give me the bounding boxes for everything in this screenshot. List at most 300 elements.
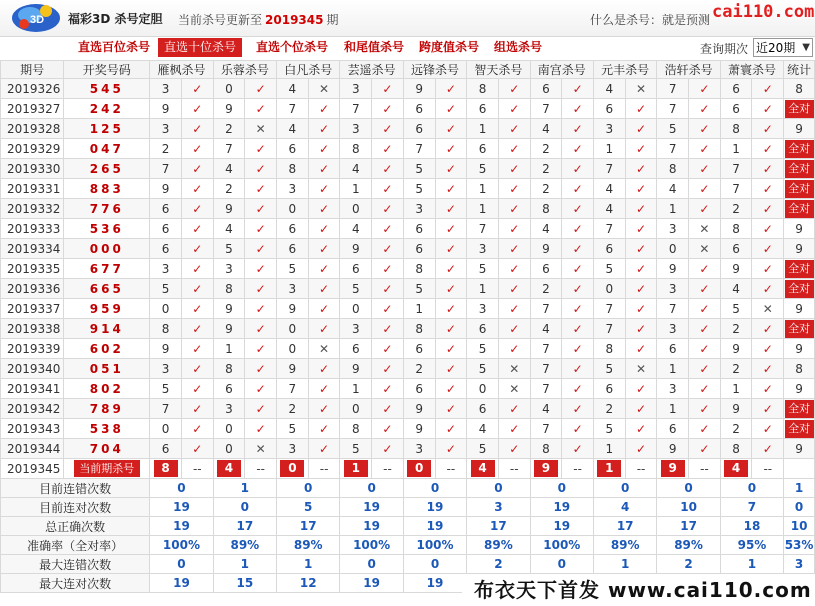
tab-5[interactable]: 跨度值杀号 xyxy=(419,40,480,54)
tab-2[interactable]: 直选十位杀号 xyxy=(158,38,242,57)
kill-number-cell: 1 xyxy=(593,439,625,459)
kill-number-cell: 6 xyxy=(403,99,435,119)
kill-number-cell: 6 xyxy=(530,79,562,99)
period-cell: 2019343 xyxy=(1,419,64,439)
check-icon: ✓ xyxy=(245,179,277,199)
current-kill-number: 1 xyxy=(597,460,621,477)
kill-number-cell: 9 xyxy=(150,179,182,199)
stat-cell xyxy=(784,419,815,439)
check-icon: ✓ xyxy=(752,159,784,179)
check-icon: ✓ xyxy=(308,179,340,199)
placeholder-cell: -- xyxy=(181,459,213,479)
tab-4[interactable]: 和尾值杀号 xyxy=(344,40,405,54)
check-icon: ✓ xyxy=(562,299,594,319)
site-logo-text[interactable]: cai110.com xyxy=(712,2,815,22)
kill-number-cell: 6 xyxy=(403,339,435,359)
draw-number-cell: 789 xyxy=(64,399,150,419)
check-icon: ✓ xyxy=(689,379,721,399)
check-icon: ✓ xyxy=(562,419,594,439)
draw-number-cell: 602 xyxy=(64,339,150,359)
kill-number-cell: 3 xyxy=(467,299,499,319)
what-is-kill-text: 什么是杀号：就是预测 xyxy=(590,13,711,27)
check-icon: ✓ xyxy=(181,299,213,319)
kill-number-cell: 6 xyxy=(150,219,182,239)
kill-number-cell: 6 xyxy=(340,259,372,279)
kill-number-cell: 3 xyxy=(657,279,689,299)
kill-number-cell: 9 xyxy=(403,419,435,439)
stats-value: 0 xyxy=(784,498,815,517)
placeholder-cell: -- xyxy=(562,459,594,479)
kill-number-cell: 2 xyxy=(530,139,562,159)
stats-label: 目前连错次数 xyxy=(1,479,150,498)
kill-number-cell: 7 xyxy=(657,79,689,99)
kill-number-cell: 3 xyxy=(657,219,689,239)
check-icon: ✓ xyxy=(372,199,404,219)
check-icon: ✓ xyxy=(498,139,530,159)
stat-cell xyxy=(784,259,815,279)
kill-number-cell: 6 xyxy=(150,439,182,459)
stats-value: 2 xyxy=(657,555,720,574)
col-expert: 智天杀号 xyxy=(467,61,530,79)
stats-value: 1 xyxy=(213,479,276,498)
check-icon: ✓ xyxy=(752,399,784,419)
table-row xyxy=(1,139,815,159)
check-icon: ✓ xyxy=(498,399,530,419)
stats-value: 100% xyxy=(403,536,466,555)
tab-3[interactable]: 直选个位杀号 xyxy=(256,40,329,54)
check-icon: ✓ xyxy=(181,399,213,419)
stats-label: 最大连错次数 xyxy=(1,555,150,574)
check-icon: ✓ xyxy=(562,79,594,99)
period-cell: 2019335 xyxy=(1,259,64,279)
check-icon: ✓ xyxy=(308,319,340,339)
draw-number-cell: 047 xyxy=(64,139,150,159)
check-icon: ✓ xyxy=(625,279,657,299)
stats-value: 17 xyxy=(213,517,276,536)
stat-cell xyxy=(784,319,815,339)
kill-number-cell: 8 xyxy=(657,159,689,179)
kill-number-cell: 7 xyxy=(720,179,752,199)
check-icon: ✓ xyxy=(372,399,404,419)
kill-number-cell: 1 xyxy=(657,399,689,419)
check-icon: ✓ xyxy=(435,159,467,179)
kill-number-cell: 5 xyxy=(467,359,499,379)
check-icon: ✓ xyxy=(372,99,404,119)
check-icon: ✓ xyxy=(181,279,213,299)
check-icon: ✓ xyxy=(372,279,404,299)
kill-number-cell: 7 xyxy=(277,99,309,119)
kill-number-cell: 6 xyxy=(467,139,499,159)
watermark: 布衣天下首发 www.cai110.com xyxy=(462,574,815,606)
table-row xyxy=(1,279,815,299)
kill-number-cell: 0 xyxy=(593,279,625,299)
check-icon: ✓ xyxy=(372,419,404,439)
check-icon: ✓ xyxy=(689,299,721,319)
kill-number-cell: 2 xyxy=(530,179,562,199)
check-icon: ✓ xyxy=(752,319,784,339)
kill-number-cell: 9 xyxy=(213,99,245,119)
stats-value: 19 xyxy=(403,517,466,536)
kill-number-cell: 3 xyxy=(150,359,182,379)
check-icon: ✓ xyxy=(435,319,467,339)
stats-value: 89% xyxy=(213,536,276,555)
check-icon: ✓ xyxy=(245,279,277,299)
kill-number-cell: 7 xyxy=(593,299,625,319)
check-icon: ✓ xyxy=(498,299,530,319)
check-icon: ✓ xyxy=(435,259,467,279)
current-kill-number: 0 xyxy=(280,460,304,477)
kill-number-cell: 5 xyxy=(467,439,499,459)
table-row xyxy=(1,439,815,459)
kill-number-cell: 6 xyxy=(467,399,499,419)
kill-number-cell: 3 xyxy=(277,179,309,199)
kill-number-cell: 3 xyxy=(657,379,689,399)
kill-number-cell: 6 xyxy=(720,239,752,259)
kill-number-cell: 9 xyxy=(213,299,245,319)
check-icon: ✓ xyxy=(245,339,277,359)
check-icon: ✓ xyxy=(181,359,213,379)
kill-number-cell: 6 xyxy=(403,119,435,139)
logo-3d-icon xyxy=(10,2,62,34)
stats-value: 2 xyxy=(467,555,530,574)
kill-number-cell: 8 xyxy=(720,219,752,239)
current-kill-number: 1 xyxy=(344,460,368,477)
check-icon: ✓ xyxy=(625,199,657,219)
all-right-badge: 全对 xyxy=(785,280,814,298)
stat-cell: 9 xyxy=(784,219,815,239)
check-icon: ✓ xyxy=(625,99,657,119)
kill-number-cell: 7 xyxy=(657,139,689,159)
check-icon: ✓ xyxy=(625,379,657,399)
kill-number-cell: 6 xyxy=(720,79,752,99)
check-icon: ✓ xyxy=(372,79,404,99)
kill-number-cell: 5 xyxy=(593,259,625,279)
kill-number-cell: 0 xyxy=(340,199,372,219)
check-icon: ✓ xyxy=(245,299,277,319)
check-icon: ✓ xyxy=(372,159,404,179)
cross-icon: ✕ xyxy=(498,359,530,379)
check-icon: ✓ xyxy=(181,219,213,239)
category-tabs xyxy=(0,36,815,60)
table-row xyxy=(1,79,815,99)
kill-number-cell: 3 xyxy=(403,199,435,219)
check-icon: ✓ xyxy=(245,159,277,179)
stats-row xyxy=(1,536,815,555)
check-icon: ✓ xyxy=(752,279,784,299)
kill-number-cell: 7 xyxy=(530,379,562,399)
check-icon: ✓ xyxy=(689,119,721,139)
kill-number-cell: 4 xyxy=(277,119,309,139)
check-icon: ✓ xyxy=(689,359,721,379)
current-kill-cell xyxy=(213,459,245,479)
draw-number-cell: 051 xyxy=(64,359,150,379)
stat-cell: 9 xyxy=(784,299,815,319)
stat-cell: 9 xyxy=(784,339,815,359)
kill-number-cell: 5 xyxy=(720,299,752,319)
check-icon: ✓ xyxy=(689,319,721,339)
kill-number-cell: 1 xyxy=(657,359,689,379)
kill-number-cell: 6 xyxy=(720,99,752,119)
stats-row xyxy=(1,517,815,536)
current-kill-number: 8 xyxy=(154,460,178,477)
check-icon: ✓ xyxy=(498,259,530,279)
current-kill-cell xyxy=(530,459,562,479)
all-right-badge: 全对 xyxy=(785,400,814,418)
stat-cell: 9 xyxy=(784,119,815,139)
check-icon: ✓ xyxy=(562,259,594,279)
check-icon: ✓ xyxy=(308,279,340,299)
check-icon: ✓ xyxy=(562,199,594,219)
stat-cell: 9 xyxy=(784,439,815,459)
kill-number-cell: 9 xyxy=(657,259,689,279)
stat-cell: 9 xyxy=(784,379,815,399)
all-right-badge: 全对 xyxy=(785,260,814,278)
check-icon: ✓ xyxy=(562,219,594,239)
period-cell: 2019341 xyxy=(1,379,64,399)
current-kill-cell xyxy=(657,459,689,479)
kill-number-cell: 2 xyxy=(403,359,435,379)
kill-number-cell: 5 xyxy=(467,159,499,179)
kill-number-cell: 8 xyxy=(530,439,562,459)
kill-number-cell: 1 xyxy=(657,199,689,219)
check-icon: ✓ xyxy=(498,239,530,259)
check-icon: ✓ xyxy=(562,359,594,379)
check-icon: ✓ xyxy=(308,239,340,259)
check-icon: ✓ xyxy=(562,339,594,359)
check-icon: ✓ xyxy=(308,399,340,419)
kill-number-cell: 4 xyxy=(720,279,752,299)
period-cell: 2019329 xyxy=(1,139,64,159)
check-icon: ✓ xyxy=(181,239,213,259)
kill-number-cell: 3 xyxy=(277,439,309,459)
kill-number-cell: 1 xyxy=(467,119,499,139)
table-row xyxy=(1,119,815,139)
stats-value: 5 xyxy=(277,498,340,517)
col-expert: 乐蓉杀号 xyxy=(213,61,276,79)
check-icon: ✓ xyxy=(625,219,657,239)
check-icon: ✓ xyxy=(372,319,404,339)
kill-number-cell: 7 xyxy=(340,99,372,119)
stats-value: 19 xyxy=(530,517,593,536)
col-stat: 统计 xyxy=(784,61,815,79)
check-icon: ✓ xyxy=(372,439,404,459)
check-icon: ✓ xyxy=(562,99,594,119)
check-icon: ✓ xyxy=(689,259,721,279)
tab-6[interactable]: 组选杀号 xyxy=(494,40,543,54)
kill-number-cell: 0 xyxy=(340,399,372,419)
kill-number-cell: 8 xyxy=(467,79,499,99)
period-cell: 2019345 xyxy=(1,459,64,479)
kill-number-cell: 4 xyxy=(593,179,625,199)
draw-number-cell: 538 xyxy=(64,419,150,439)
kill-number-cell: 8 xyxy=(213,279,245,299)
current-kill-cell xyxy=(720,459,752,479)
check-icon: ✓ xyxy=(181,379,213,399)
kill-number-cell: 9 xyxy=(530,239,562,259)
check-icon: ✓ xyxy=(435,79,467,99)
kill-number-cell: 9 xyxy=(720,339,752,359)
table-row xyxy=(1,199,815,219)
table-row xyxy=(1,159,815,179)
stat-cell xyxy=(784,199,815,219)
stat-cell xyxy=(784,399,815,419)
stats-value: 19 xyxy=(340,517,403,536)
kill-number-cell: 1 xyxy=(593,139,625,159)
draw-number-cell: 545 xyxy=(64,79,150,99)
check-icon: ✓ xyxy=(372,339,404,359)
chevron-down-icon: ▼ xyxy=(802,42,810,53)
kill-number-cell: 3 xyxy=(340,319,372,339)
table-row xyxy=(1,319,815,339)
check-icon: ✓ xyxy=(562,279,594,299)
kill-number-cell: 1 xyxy=(340,379,372,399)
stats-value: 0 xyxy=(403,555,466,574)
check-icon: ✓ xyxy=(689,419,721,439)
kill-number-cell: 5 xyxy=(403,159,435,179)
kill-number-cell: 8 xyxy=(340,419,372,439)
check-icon: ✓ xyxy=(372,239,404,259)
check-icon: ✓ xyxy=(435,359,467,379)
check-icon: ✓ xyxy=(625,299,657,319)
period-cell: 2019334 xyxy=(1,239,64,259)
check-icon: ✓ xyxy=(498,439,530,459)
check-icon: ✓ xyxy=(562,239,594,259)
check-icon: ✓ xyxy=(245,219,277,239)
kill-number-cell: 9 xyxy=(340,359,372,379)
kill-number-cell: 3 xyxy=(150,119,182,139)
period-select[interactable] xyxy=(753,38,813,57)
kill-number-cell: 4 xyxy=(657,179,689,199)
check-icon: ✓ xyxy=(625,439,657,459)
stats-value: 100% xyxy=(150,536,213,555)
kill-number-cell: 0 xyxy=(340,299,372,319)
kill-number-cell: 9 xyxy=(720,259,752,279)
kill-number-cell: 7 xyxy=(467,219,499,239)
kill-number-cell: 2 xyxy=(213,179,245,199)
current-kill-number: 4 xyxy=(724,460,748,477)
kill-number-cell: 7 xyxy=(530,339,562,359)
kill-number-cell: 6 xyxy=(467,319,499,339)
stats-value: 0 xyxy=(340,479,403,498)
check-icon: ✓ xyxy=(181,139,213,159)
kill-number-cell: 0 xyxy=(277,199,309,219)
current-kill-cell xyxy=(403,459,435,479)
stats-value: 19 xyxy=(340,574,403,593)
check-icon: ✓ xyxy=(625,259,657,279)
check-icon: ✓ xyxy=(752,259,784,279)
kill-number-cell: 3 xyxy=(213,259,245,279)
stats-label: 准确率（全对率） xyxy=(1,536,150,555)
check-icon: ✓ xyxy=(372,359,404,379)
period-cell: 2019332 xyxy=(1,199,64,219)
placeholder-cell: -- xyxy=(435,459,467,479)
stats-value: 19 xyxy=(403,498,466,517)
check-icon: ✓ xyxy=(372,119,404,139)
kill-number-cell: 4 xyxy=(530,319,562,339)
kill-number-cell: 0 xyxy=(213,419,245,439)
check-icon: ✓ xyxy=(498,419,530,439)
kill-number-cell: 5 xyxy=(403,179,435,199)
query-label: 查询期次 xyxy=(700,42,749,56)
col-expert: 南宫杀号 xyxy=(530,61,593,79)
col-expert: 远锋杀号 xyxy=(403,61,466,79)
draw-number-cell: 125 xyxy=(64,119,150,139)
kill-number-cell: 2 xyxy=(277,399,309,419)
stats-value: 0 xyxy=(530,479,593,498)
cross-icon: ✕ xyxy=(625,79,657,99)
check-icon: ✓ xyxy=(498,159,530,179)
table-row xyxy=(1,359,815,379)
kill-number-cell: 5 xyxy=(467,339,499,359)
all-right-badge: 全对 xyxy=(785,320,814,338)
kill-number-cell: 7 xyxy=(150,399,182,419)
check-icon: ✓ xyxy=(308,259,340,279)
kill-number-cell: 6 xyxy=(530,259,562,279)
kill-number-cell: 8 xyxy=(530,199,562,219)
kill-number-cell: 7 xyxy=(530,419,562,439)
kill-number-cell: 8 xyxy=(403,319,435,339)
current-kill-number: 9 xyxy=(534,460,558,477)
tab-1[interactable]: 直选百位杀号 xyxy=(78,40,151,54)
check-icon: ✓ xyxy=(435,399,467,419)
kill-number-cell: 6 xyxy=(403,219,435,239)
check-icon: ✓ xyxy=(245,359,277,379)
kill-number-cell: 5 xyxy=(340,279,372,299)
check-icon: ✓ xyxy=(752,139,784,159)
brand-title: 福彩3D 杀号定胆 xyxy=(68,12,163,26)
check-icon: ✓ xyxy=(181,199,213,219)
check-icon: ✓ xyxy=(435,439,467,459)
period-cell: 2019336 xyxy=(1,279,64,299)
current-kill-label: 当前期杀号 xyxy=(74,460,140,477)
update-prefix: 当前杀号更新至 xyxy=(178,13,263,27)
check-icon: ✓ xyxy=(372,139,404,159)
check-icon: ✓ xyxy=(435,99,467,119)
stats-value: 89% xyxy=(277,536,340,555)
period-cell: 2019326 xyxy=(1,79,64,99)
check-icon: ✓ xyxy=(245,399,277,419)
current-kill-cell xyxy=(150,459,182,479)
header-bar xyxy=(0,0,815,37)
kill-number-cell: 8 xyxy=(150,319,182,339)
stat-cell xyxy=(784,279,815,299)
cross-icon: ✕ xyxy=(245,439,277,459)
kill-number-cell: 7 xyxy=(213,139,245,159)
kill-number-cell: 7 xyxy=(593,159,625,179)
current-kill-number: 4 xyxy=(217,460,241,477)
kill-number-cell: 2 xyxy=(530,159,562,179)
check-icon: ✓ xyxy=(498,219,530,239)
stat-cell: 8 xyxy=(784,359,815,379)
kill-number-cell: 1 xyxy=(467,199,499,219)
table-header-row xyxy=(1,61,815,79)
stats-value: 0 xyxy=(657,479,720,498)
kill-number-cell: 3 xyxy=(150,259,182,279)
kill-number-cell: 6 xyxy=(467,99,499,119)
check-icon: ✓ xyxy=(372,299,404,319)
check-icon: ✓ xyxy=(752,359,784,379)
check-icon: ✓ xyxy=(308,439,340,459)
kill-number-cell: 7 xyxy=(150,159,182,179)
check-icon: ✓ xyxy=(498,279,530,299)
kill-number-cell: 9 xyxy=(720,399,752,419)
cross-icon: ✕ xyxy=(498,379,530,399)
stats-value: 0 xyxy=(150,479,213,498)
kill-number-cell: 9 xyxy=(657,439,689,459)
table-row xyxy=(1,299,815,319)
check-icon: ✓ xyxy=(562,179,594,199)
kill-number-cell: 7 xyxy=(403,139,435,159)
